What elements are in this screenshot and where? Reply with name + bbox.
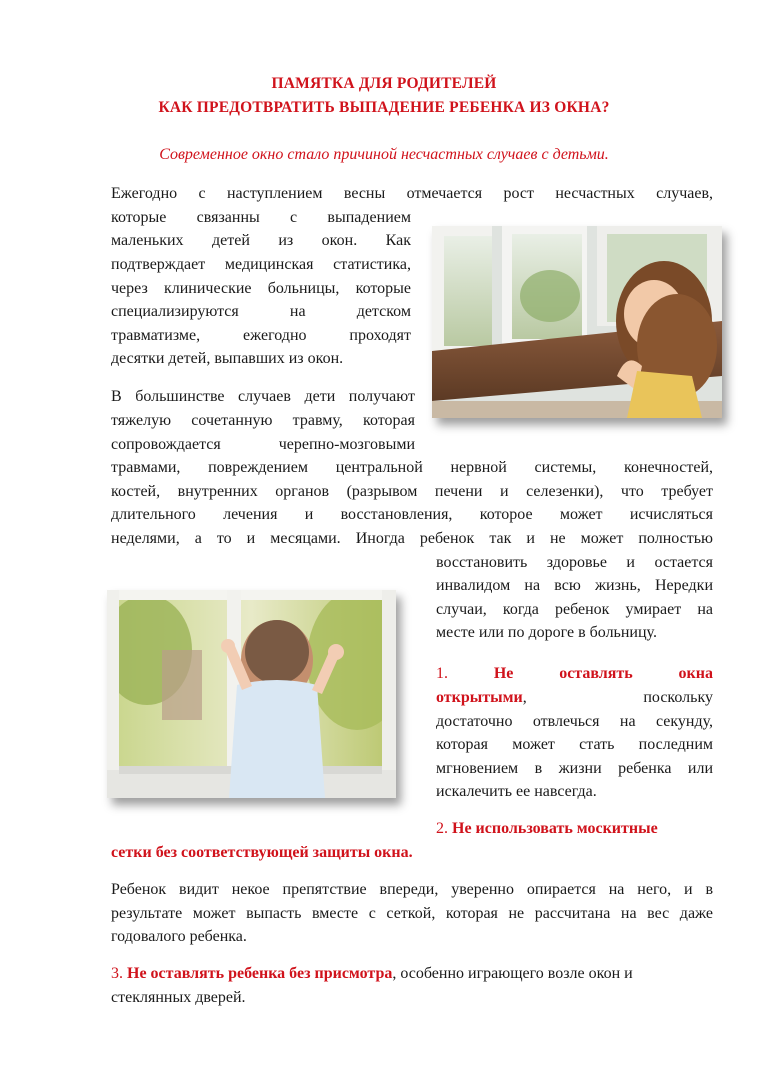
title-line-2: КАК ПРЕДОТВРАТИТЬ ВЫПАДЕНИЕ РЕБЕНКА ИЗ ОКНА? (158, 99, 610, 116)
rule-1-heading-line (436, 686, 713, 710)
subtitle: Современное окно стало причиной несчастных случаев с детьми. (159, 146, 609, 163)
injuries-line: длительного лечения и восстановления, которое может исчисляться (111, 506, 713, 523)
rule-1-heading-line (436, 662, 713, 686)
rule-3-line (111, 962, 713, 986)
rule-1-line: достаточно отвлечься на секунду, (436, 713, 713, 730)
injuries-line: неделями, а то и месяцами. Иногда ребенок так и не может полностью (111, 530, 713, 547)
rule-1-rest: , поскольку (522, 689, 713, 706)
injuries-line: тяжелую сочетанную травму, которая (111, 412, 415, 429)
rule-1-line: искалечить ее навсегда. (436, 783, 597, 800)
rule-1-line: которая может стать последним (436, 736, 713, 753)
rule-3-line: стеклянных дверей. (111, 989, 246, 1006)
girl-at-window-photo (432, 226, 722, 418)
rule-2-paragraph-line: годовалого ребенка. (111, 928, 247, 945)
intro-line: десятки детей, выпавших из окон. (111, 350, 344, 367)
intro-line: специализируются на детском (111, 303, 411, 320)
injuries-line: травмами, повреждением центральной нервной системы, конечностей, (111, 459, 713, 476)
intro-line: подтверждает медицинская статистика, (111, 256, 411, 273)
title-line-1: ПАМЯТКА ДЛЯ РОДИТЕЛЕЙ (271, 75, 497, 92)
rule-2-heading-line (436, 817, 726, 841)
rule-3-number: 3. (111, 965, 123, 982)
injuries-line: месте или по дороге в больницу. (436, 624, 657, 641)
injuries-line: случаи, когда ребенок умирает на (436, 601, 713, 618)
injuries-line: инвалидом на всю жизнь, Нередки (436, 577, 713, 594)
injuries-line: костей, внутренних органов (разрывом печени и селезенки), что требует (111, 483, 713, 500)
rule-2-paragraph-line: Ребенок видит некое препятствие впереди, уверенно опирается на него, и в (111, 881, 713, 898)
intro-line: травматизме, ежегодно проходят (111, 327, 411, 344)
toddler-at-window-photo (107, 590, 396, 798)
rule-2-number: 2. (436, 820, 448, 837)
rule-2-bold-line1: Не использовать москитные (452, 820, 658, 837)
intro-line: которые связанны с выпадением (111, 209, 411, 226)
rule-1-number: 1. (436, 665, 448, 682)
rule-1-line: мгновением в жизни ребенка или (436, 760, 713, 777)
intro-line: через клинические больницы, которые (111, 280, 411, 297)
injuries-line: восстановить здоровье и остается (436, 554, 713, 571)
rule-1-bold-part2: открытыми (436, 689, 523, 706)
intro-line: маленьких детей из окон. Как (111, 232, 411, 249)
rule-3-rest: , особенно играющего возле окон и (392, 965, 633, 982)
injuries-line: В большинстве случаев дети получают (111, 388, 415, 405)
intro-line: Ежегодно с наступлением весны отмечается рост несчастных случаев, (111, 185, 713, 202)
injuries-line: сопровождается черепно-мозговыми (111, 436, 415, 453)
rule-3-bold: Не оставлять ребенка без присмотра (127, 965, 393, 982)
rule-2-heading-line (111, 841, 713, 865)
rule-2-paragraph-line: результате может выпасть вместе с сеткой, которая не рассчитана на вес даже (111, 905, 713, 922)
rule-2-bold-line2: сетки без соответствующей защиты окна. (111, 844, 413, 861)
rule-1-bold-part1: Не оставлять окна (493, 665, 713, 682)
